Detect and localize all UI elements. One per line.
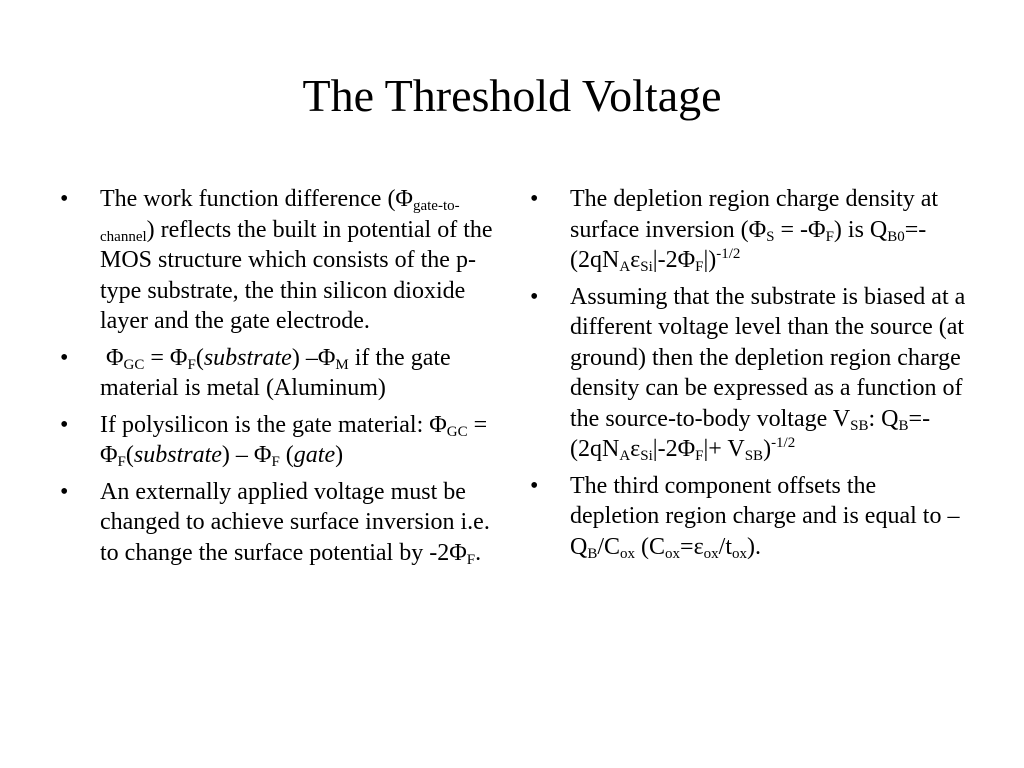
subscript: M xyxy=(335,356,349,373)
subscript: F xyxy=(187,356,196,373)
subscript: F xyxy=(695,259,704,275)
subscript: ox xyxy=(732,545,748,562)
text-run: ) xyxy=(335,442,344,468)
text-run: |) xyxy=(703,247,717,273)
subscript: F xyxy=(825,228,834,245)
subscript: SB xyxy=(850,417,869,434)
text-run: /t xyxy=(718,533,733,560)
text-run: |-2Φ xyxy=(652,436,696,462)
bullet-marker: • xyxy=(60,186,69,212)
text-run: ( xyxy=(195,344,204,371)
text-run: |+ V xyxy=(703,436,745,462)
text-run: : Q xyxy=(868,405,899,432)
subscript: Si xyxy=(640,259,653,275)
text-run: Assuming that the substrate is biased at a different voltage level than the source (at ground) then the depletion region charge density can be expressed as a function of the source-to-body voltage V xyxy=(570,283,966,432)
bullet-marker: • xyxy=(60,411,69,438)
bullet-work-function xyxy=(60,184,500,337)
text-run: =-(2qN xyxy=(570,216,927,273)
subscript: B xyxy=(587,545,598,562)
text-run: = Φ xyxy=(100,411,488,468)
text-run: ) reflects the built in potential of the MOS structure which consists of the p-type substrate, the thin silicon dioxide layer and the gate electrode. xyxy=(100,216,493,334)
subscript: F xyxy=(466,551,476,568)
subscript: B xyxy=(898,417,909,434)
text-run: (C xyxy=(635,533,666,560)
bullet-substrate-bias xyxy=(530,282,970,465)
subscript: B0 xyxy=(887,228,905,245)
text-run: =ε xyxy=(680,533,704,560)
subscript: ox xyxy=(665,545,681,562)
text-run: An externally applied voltage must be changed to achieve surface inversion i.e. to change the surface potential by -2Φ xyxy=(100,478,490,566)
text-run: ) is Q xyxy=(833,216,888,243)
text-run: Φ xyxy=(100,344,124,371)
text-run: if the gate material is metal (Aluminum) xyxy=(100,344,451,401)
bullet-polysilicon-gate xyxy=(60,410,500,471)
text-run: ) –Φ xyxy=(291,344,336,371)
subscript: SB xyxy=(744,448,764,464)
superscript: -1/2 xyxy=(716,246,741,262)
subscript: ox xyxy=(703,545,719,562)
bullet-marker: • xyxy=(60,344,69,371)
subscript: gate-to-channel xyxy=(100,198,460,245)
text-run: /C xyxy=(597,533,621,560)
right-bullet-list xyxy=(530,184,970,568)
text-run: ) – Φ xyxy=(221,442,272,468)
text-run: =-(2qN xyxy=(570,405,931,462)
text-run: = -Φ xyxy=(774,216,826,243)
text-run: ( xyxy=(279,442,294,468)
bullet-marker: • xyxy=(530,472,539,499)
subscript: Si xyxy=(640,448,653,464)
bullet-metal-gate xyxy=(60,343,500,404)
text-run: = Φ xyxy=(144,344,188,371)
text-run: If polysilicon is the gate material: Φ xyxy=(100,411,447,438)
subscript: F xyxy=(695,448,704,464)
text-run: |-2Φ xyxy=(652,247,696,273)
italic-text: substrate xyxy=(203,344,292,371)
text-run: ) xyxy=(763,436,772,462)
text-run: The third component offsets the depletion region charge and is equal to –Q xyxy=(570,472,960,560)
subscript: ox xyxy=(620,545,636,562)
bullet-applied-voltage xyxy=(60,477,500,569)
subscript: S xyxy=(766,228,775,245)
bullet-marker: • xyxy=(530,186,539,212)
bullet-depletion-charge xyxy=(530,184,970,276)
text-run: ). xyxy=(747,533,762,560)
subscript: F xyxy=(271,454,280,470)
text-run: The depletion region charge density at surface inversion (Φ xyxy=(570,186,939,243)
text-run: ε xyxy=(630,436,641,462)
bullet-third-component xyxy=(530,471,970,563)
superscript: -1/2 xyxy=(771,435,796,451)
bullet-marker: • xyxy=(530,283,539,310)
text-run: The work function difference (Φ xyxy=(100,186,413,212)
italic-text: substrate xyxy=(133,442,222,468)
subscript: A xyxy=(619,259,631,275)
slide-title: The Threshold Voltage xyxy=(302,70,722,121)
subscript: GC xyxy=(446,423,468,440)
bullet-marker: • xyxy=(60,478,69,505)
subscript: GC xyxy=(123,356,145,373)
text-run: . xyxy=(475,539,482,566)
subscript: F xyxy=(117,454,126,470)
left-bullet-list xyxy=(60,184,500,574)
text-run: ( xyxy=(125,442,134,468)
italic-text: gate xyxy=(293,442,336,468)
subscript: A xyxy=(619,448,631,464)
text-run: ε xyxy=(630,247,641,273)
